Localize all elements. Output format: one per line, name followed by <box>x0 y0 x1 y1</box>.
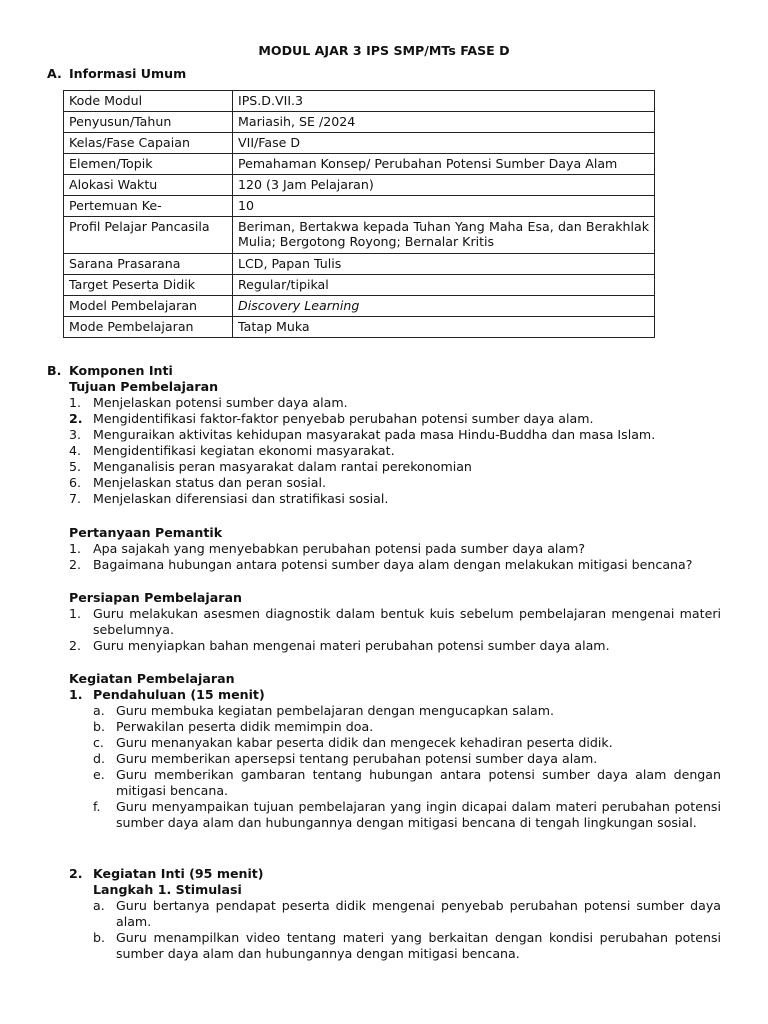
table-key: Sarana Prasarana <box>64 254 233 275</box>
table-key: Elemen/Topik <box>64 154 233 175</box>
list-item <box>69 395 721 411</box>
tujuan-section <box>69 379 721 507</box>
table-row <box>64 254 655 275</box>
persiapan-list <box>69 606 721 654</box>
list-item <box>69 541 721 557</box>
list-item <box>69 687 721 703</box>
item-text: Guru menampilkan video tentang materi yang berkaitan dengan kondisi perubahan potensi sumber daya alam dan hubungannya dengan mitigasi bencana. <box>116 930 721 961</box>
item-number: 2. <box>69 866 83 881</box>
kegiatan-inti-list <box>69 866 721 898</box>
item-text: Guru bertanya pendapat peserta didik mengenai penyebab perubahan potensi sumber daya alam. <box>116 898 721 929</box>
page-title: MODUL AJAR 3 IPS SMP/MTs FASE D <box>258 43 510 58</box>
pemantik-list <box>69 541 721 573</box>
item-text: Menjelaskan potensi sumber daya alam. <box>93 395 348 410</box>
kegiatan-inti-section <box>69 866 721 962</box>
table-key: Model Pembelajaran <box>64 296 233 317</box>
tujuan-list <box>69 395 721 507</box>
table-value: VII/Fase D <box>233 133 655 154</box>
item-letter: a. <box>93 703 105 718</box>
section-a-label: Informasi Umum <box>69 66 187 81</box>
item-text: Mengidentifikasi kegiatan ekonomi masyarakat. <box>93 443 395 458</box>
table-row <box>64 196 655 217</box>
kegiatan-heading: Kegiatan Pembelajaran <box>69 671 235 686</box>
info-table <box>63 90 655 338</box>
kegiatan-list <box>69 687 721 703</box>
table-key: Target Peserta Didik <box>64 275 233 296</box>
list-item <box>69 606 721 638</box>
table-row <box>64 217 655 254</box>
list-item <box>69 475 721 491</box>
item-number: 2. <box>69 557 82 572</box>
table-value: Regular/tipikal <box>233 275 655 296</box>
table-key: Profil Pelajar Pancasila <box>64 217 233 254</box>
list-item <box>93 767 721 799</box>
item-text: Guru menyiapkan bahan mengenai materi perubahan potensi sumber daya alam. <box>93 638 610 653</box>
item-number: 2. <box>69 411 83 426</box>
table-value: Tatap Muka <box>233 317 655 338</box>
item-letter: e. <box>93 767 105 782</box>
list-item <box>93 799 721 831</box>
section-b-heading <box>47 363 173 379</box>
item-text: Guru menanyakan kabar peserta didik dan mengecek kehadiran peserta didik. <box>116 735 613 750</box>
table-row <box>64 133 655 154</box>
inti-list <box>69 898 721 962</box>
table-key: Kelas/Fase Capaian <box>64 133 233 154</box>
table-value: IPS.D.VII.3 <box>233 91 655 112</box>
pendahuluan-label: Pendahuluan (15 menit) <box>93 687 265 702</box>
table-value: 10 <box>233 196 655 217</box>
table-row <box>64 112 655 133</box>
inti-label: Kegiatan Inti (95 menit) <box>93 866 264 881</box>
table-value: Pemahaman Konsep/ Perubahan Potensi Sumber Daya Alam <box>233 154 655 175</box>
pemantik-section <box>69 525 721 573</box>
table-row <box>64 175 655 196</box>
table-value: Mariasih, SE /2024 <box>233 112 655 133</box>
item-letter: c. <box>93 735 104 750</box>
table-row <box>64 296 655 317</box>
list-item <box>69 443 721 459</box>
item-text: Menjelaskan diferensiasi dan stratifikasi sosial. <box>93 491 389 506</box>
persiapan-heading: Persiapan Pembelajaran <box>69 590 242 605</box>
list-item <box>93 735 721 751</box>
section-b-label: Komponen Inti <box>69 363 173 378</box>
item-number: 5. <box>69 459 82 474</box>
item-text: Menjelaskan status dan peran sosial. <box>93 475 326 490</box>
table-key: Mode Pembelajaran <box>64 317 233 338</box>
step-label: Langkah 1. Stimulasi <box>93 882 242 897</box>
list-item <box>69 459 721 475</box>
item-number: 6. <box>69 475 82 490</box>
list-item <box>69 491 721 507</box>
item-number: 3. <box>69 427 82 442</box>
section-a-letter: A. <box>47 66 62 81</box>
item-text: Apa sajakah yang menyebabkan perubahan potensi pada sumber daya alam? <box>93 541 586 556</box>
item-text: Guru melakukan asesmen diagnostik dalam bentuk kuis sebelum pembelajaran mengenai materi sebelumnya. <box>93 606 721 637</box>
item-text: Guru memberikan apersepsi tentang perubahan potensi sumber daya alam. <box>116 751 598 766</box>
table-row <box>64 91 655 112</box>
table-row <box>64 154 655 175</box>
list-item <box>93 930 721 962</box>
list-item <box>93 898 721 930</box>
table-value: 120 (3 Jam Pelajaran) <box>233 175 655 196</box>
list-item <box>69 638 721 654</box>
table-key: Pertemuan Ke- <box>64 196 233 217</box>
item-text: Perwakilan peserta didik memimpin doa. <box>116 719 374 734</box>
tujuan-heading: Tujuan Pembelajaran <box>69 379 219 394</box>
table-value: Discovery Learning <box>233 296 655 317</box>
item-text: Menguraikan aktivitas kehidupan masyarakat pada masa Hindu-Buddha dan masa Islam. <box>93 427 656 442</box>
list-item <box>69 411 721 427</box>
item-number: 1. <box>69 395 82 410</box>
list-item <box>93 719 721 735</box>
item-text: Menganalisis peran masyarakat dalam rantai perekonomian <box>93 459 472 474</box>
table-value: LCD, Papan Tulis <box>233 254 655 275</box>
table-key: Kode Modul <box>64 91 233 112</box>
table-key: Penyusun/Tahun <box>64 112 233 133</box>
section-b-letter: B. <box>47 363 62 378</box>
pendahuluan-list <box>69 703 721 831</box>
item-number: 4. <box>69 443 82 458</box>
item-number: 1. <box>69 606 82 621</box>
item-number: 2. <box>69 638 82 653</box>
table-value: Beriman, Bertakwa kepada Tuhan Yang Maha Esa, dan Berakhlak Mulia; Bergotong Royong; Bernalar Kritis <box>233 217 655 254</box>
item-letter: b. <box>93 930 105 945</box>
table-row <box>64 275 655 296</box>
kegiatan-section <box>69 671 721 831</box>
item-letter: f. <box>93 799 101 814</box>
item-number: 7. <box>69 491 82 506</box>
list-item <box>69 866 721 898</box>
item-number: 1. <box>69 687 83 702</box>
pemantik-heading: Pertanyaan Pemantik <box>69 525 223 540</box>
table-row <box>64 317 655 338</box>
list-item <box>93 703 721 719</box>
item-text: Bagaimana hubungan antara potensi sumber daya alam dengan melakukan mitigasi bencana? <box>93 557 693 572</box>
list-item <box>93 751 721 767</box>
item-text: Guru menyampaikan tujuan pembelajaran yang ingin dicapai dalam materi perubahan potensi sumber daya alam dan hubungannya dengan mitigasi bencana di tengah lingkungan sosial. <box>116 799 721 830</box>
item-text: Guru membuka kegiatan pembelajaran dengan mengucapkan salam. <box>116 703 555 718</box>
section-a-heading <box>47 66 186 82</box>
table-key: Alokasi Waktu <box>64 175 233 196</box>
item-text: Guru memberikan gambaran tentang hubungan antara potensi sumber daya alam dengan mitigasi bencana. <box>116 767 721 798</box>
item-letter: d. <box>93 751 105 766</box>
item-letter: a. <box>93 898 105 913</box>
list-item <box>69 557 721 573</box>
list-item <box>69 427 721 443</box>
item-text: Mengidentifikasi faktor-faktor penyebab perubahan potensi sumber daya alam. <box>93 411 594 426</box>
item-letter: b. <box>93 719 105 734</box>
item-number: 1. <box>69 541 82 556</box>
persiapan-section <box>69 590 721 654</box>
